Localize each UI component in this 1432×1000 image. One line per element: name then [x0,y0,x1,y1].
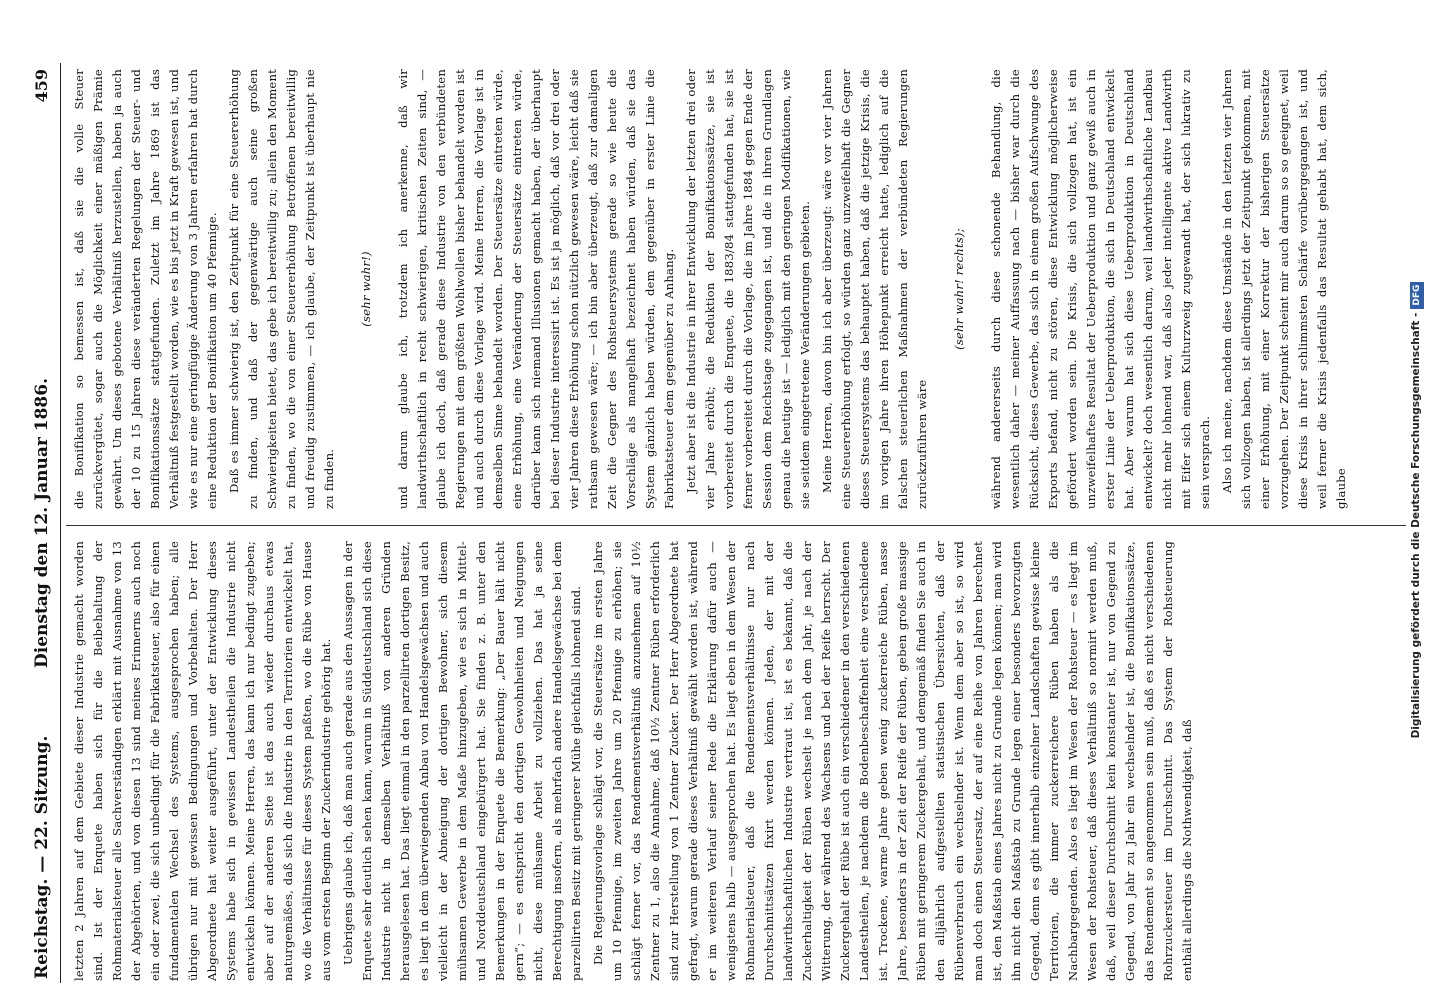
interjection: (sehr wahr!) [359,251,373,327]
header-date: Dienstag den 12. Januar 1886. [32,378,52,668]
digitization-credit [1405,30,1427,990]
paragraph: während andererseits durch diese schonende Behandlung, die wesentlich daher — meiner Auffassung nach — bisher war durch die Rücksicht, dieses Gewerbe, das sich in einem großen Aufschwunge des Exports befand, nicht zu stören, diese Entwicklung möglicherweise gefördert worden sein. Die Krisis, die sich vollzogen hat, ist ein unzweifelhaftes Resultat der Ueberproduktion und ganz gewiß auch in erster Linie der Ueberproduktion, die sich in Deutschland entwickelt hat. Aber warum hat sich diese Ueberproduktion in Deutschland entwickelt? doch wesentlich darum, weil landwirthschaftliche Landbau nicht mehr lohnend war, daß also jeder intelligente aktive Landwirth mit Eifer sich einem Kulturzweig zugewandt hat, der sich lukrativ zu sein versprach. [989,69,1212,509]
dfg-badge: DFG [1410,282,1424,309]
header-left: Reichstag. — 22. Sitzung. [32,735,52,979]
left-column [70,541,1406,981]
paragraph: letzten 2 Jahren auf dem Gebiete dieser Industrie gemacht worden sind. Ist der Enquete haben sich für die Beibehaltung der Rohmaterialsteuer alle Sachverständigen erklärt mit Ausnahme von 13 der Abgehörten, und von diesen 13 sind meines Erinnerns auch noch ein oder zwei, die sich unbedingt für die Fabrikatsteuer, also für einen fundamentalen Wechsel des Systems, ausgesprochen haben; alle übrigen nur mit gewissen Bedingungen und Vorbehalten. Der Herr Abgeordnete hat weiter ausgeführt, unter der Entwicklung dieses Systems habe sich in gewissen Landestheilen die Industrie nicht entwickeln können. Meine Herren, das kann ich nur bedingt zugeben; aber auf der anderen Seite ist das auch wieder durchaus etwas naturgemäßes, daß sich die Industrie in den Territorien entwickelt hat, wo die Verhältnisse für dieses System paßten, wo die Rübe von Hause aus vom ersten Beginn der Zuckerindustrie gehörig hat. [72,541,333,981]
paragraph: Daß es immer schwierig ist, den Zeitpunkt für eine Steuererhöhung zu finden, und daß der gegenwärtige auch seine großen Schwierigkeiten bietet, das gebe ich bereitwillig zu; allein den Moment zu finden, wo die von einer Steuererhöhung Betroffenen bereitwillig und freudig zustimmen, — ich glaube, der Zeitpunkt ist überhaupt nie zu finden. [227,69,336,509]
paragraph: und darum glaube ich, trotzdem ich anerkenne, daß wir landwirthschaftlich in recht schwierigen, kritischen Zeiten sind, — glaube ich doch, daß gerade diese Industrie von den verbündeten Regierungen mit dem größten Wohlwollen bisher behandelt worden ist und auch durch diese Vorlage wird. Meine Herren, die Vorlage ist in demselben Sinne behandelt worden. Der Steuersätze eintreten würde, eine Erhöhung, eine Veränderung der Steuersätze eintreten würde, darüber kann sich niemand Illusionen gemacht haben, der überhaupt bei dieser Industrie interessirt ist. Es ist ja möglich, daß vor drei oder vier Jahren diese Erhöhung schon nützlich gewesen wäre, leicht daß sie rathsam gewesen wäre; — ich bin aber überzeugt, daß zur damaligen Zeit die Gegner des Rohsteuersystems gerade so wie heute die Vorschläge als mangelhaft bezeichnet haben würden, daß sie das System gänzlich haben würden, dem gegenüber in erster Linie die Fabrikatsteuer dem gegenüber zu Anhang. [396,69,676,509]
page-number: 459 [32,69,51,103]
credit-text: Digitalisierung gefördert durch die Deutsche Forschungsgemeinschaft - [1410,312,1422,739]
paragraph: Also ich meine, nachdem diese Umstände in den letzten vier Jahren sich vollzogen haben, ist allerdings jetzt der Zeitpunkt gekommen, mit einer Erhöhung, mit einer Korrektur der bisherigen Steuersätze vorzugehen. Der Zeitpunkt scheint mir auch darum so so geeignet, weil diese Krisis in ihrer schlimmsten Schärfe vorübergegangen ist, und weil ferner die Krisis jedenfalls das Resultat gehabt hat, dem sich, glaube [1220,69,1348,509]
interjection: (sehr wahr! rechts); [952,228,966,350]
paragraph: Uebrigens glaube ich, daß man auch gerade aus den Aussagen in der Enquete sehr deutlich sehen kann, warum in Süddeutschland sich diese Industrie nicht in demselben Verhältniß von anderen Gründen herausgelesen hat. Das liegt einmal in den parzellirten dortigen Besitz, es liegt in dem überwiegenden Anbau von Handelsgewächsen und auch vielleicht in der Abneigung der dortigen Bewohner, sich diesem mühsamen Gewerbe in dem Maße hinzugeben, wie es sich in Mittel- und Norddeutschland eingebürgert hat. Sie finden z. B. unter den Bemerkungen in der Enquete die Bemerkung: „Der Bauer hält nicht gern“; — es entspricht den dortigen Gewohnheiten und Neigungen nicht, diese mühsame Arbeit zu vollziehen. Das hat ja seine Berechtigung insofern, als mehrfach andere Handelsgewächse bei dem parzellirten Besitz mit geringerer Mühe gleichfalls lohnend sind. [341,541,583,981]
running-header [26,63,61,983]
right-column [70,69,1406,509]
paragraph: Jetzt aber ist die Industrie in ihrer Entwicklung der letzten drei oder vier Jahre erhöht; die Reduktion der Bonifikationssätze, sie ist vorbereitet durch die Enquete, die 1883/84 stattgefunden hat, sie ist ferner vorbereitet durch die Vorlage, die im Jahre 1884 gegen Ende der Session dem Reichstage zugegangen ist, und die in ihren Grundlagen genau die heutige ist — lediglich mit den geringen Modifikationen, wie sie seitdem eingetretene Veränderungen gebieten. [684,69,812,509]
rotated-page-content [26,63,1411,983]
column-divider [66,525,1406,526]
paragraph: die Bonifikation so bemessen ist, daß sie die volle Steuer zurückvergütet, sogar auch die Möglichkeit einer mäßigen Prämie gewährt. Um dieses gebotene Verhältniß herzustellen, haben ja auch der 10 zu 15 Jahren diese veränderten Regelungen der Steuer- und Bonifikationssätze stattgefunden. Zuletzt im Jahre 1869 ist das Verhältniß festgestellt worden, wie es bis jetzt in Kraft gewesen ist, und wie es nur eine geringfügige Änderung von 3 Jahren erfahren hat durch eine Reduktion der Bonifikation um 40 Pfennige. [72,69,219,509]
paragraph: Meine Herren, davon bin ich aber überzeugt: wäre vor vier Jahren eine Steuererhöhung erfolgt, so würden ganz unzweifelhaft die Gegner dieses Steuersystems das behauptet haben, daß die jetzige Krisis, die im vorigen Jahre ihren Höhepunkt erreicht hatte, lediglich auf die falschen steuerlichen Maßnahmen der verbündeten Regierungen zurückzuführen wäre [820,69,929,509]
paragraph: Die Regierungsvorlage schlägt vor, die Steuersätze im ersten Jahre um 10 Pfennige, im zweiten Jahre um 20 Pfennige zu erhöhen; sie schlägt ferner vor, das Rendementsverhältniß anzunehmen auf 10½ Zentner zu 1, also die Annahme, daß 10½ Zentner Rüben erforderlich sind zur Herstellung von 1 Zentner Zucker. Der Herr Abgeordnete hat gefragt, warum gerade dieses Verhältniß gewählt worden ist, während er im weiteren Verlauf seiner Rede die Erklärung dafür auch — wenigstens halb — ausgesprochen hat. Es liegt eben in dem Wesen der Rohmaterialsteuer, daß die Rendementsverhältnisse nur nach Durchschnittsätzen fixirt werden können. Jeden, der mit der landwirthschaftlichen Industrie vertraut ist, ist es bekannt, daß die Zuckerhaltigkeit der Rüben wechselt je nach dem Jahr, je nach der Witterung, der während des Wachsens und bei der Reife herrscht. Der Zuckergehalt der Rübe ist auch ein verschiedener in den verschiedenen Landestheilen, je nachdem die Bodenbeschaffenheit eine verschiedene ist. Trockene, warme Jahre geben wenig zuckerreiche Rüben, nasse Jahre, besonders in der Zeit der Reife der Rüben, geben große massige Rüben mit geringerem Zuckergehalt, und demgemäß finden Sie auch in den alljährlich aufgestellten statistischen Übersichten, daß der Rübenverbrauch ein wechselnder ist. Wenn dem aber so ist, so wird man doch einen Steuersatz, der auf eine Reihe von Jahren berechnet ist, den Maßstab eines Jahres nicht zu Grunde legen können; man wird ihn nicht den Maßstab zu Grunde legen einer besonders bevorzugten Gegend, denn es gibt innerhalb einzelner Landschaften gewisse kleine Territorien, die immer zuckerreichere Rüben haben als die Nachbargegenden. Also es liegt im Wesen der Rohsteuer — es liegt im Wesen der Rohsteuer, daß dieses Verhältniß so normirt werden muß, daß, weil dieser Durchschnitt kein konstanter ist, nur von Gegend zu Gegend, von Jahr zu Jahr ein wechselnder ist, die Bonifikationssätze, das Rendement so angenommen sein muß, daß es nicht verschiedenen Rohrzuckersteuer im Durchschnitt. Das System der Rohsteuerung enthält allerdings die Nothwendigkeit, daß [591,541,1194,981]
